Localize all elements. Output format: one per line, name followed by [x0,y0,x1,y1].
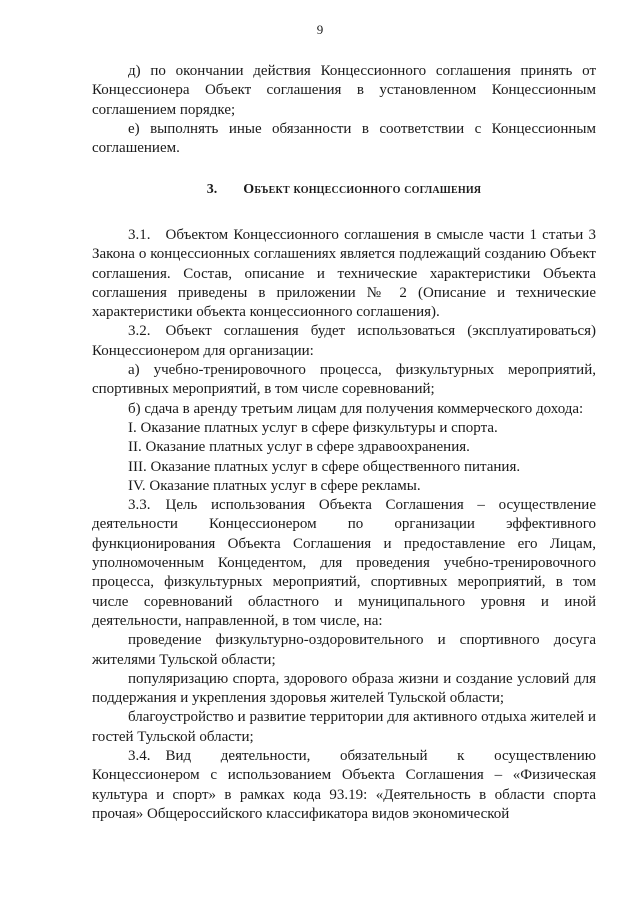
top-text-block [92,62,596,158]
paragraph-e: е) выполнять иные обязанности в соответствии с Концессионным соглашением. [92,120,596,157]
section-title: Объект концессионного соглашения [243,182,482,197]
paragraph-3-4: 3.4. Вид деятельности, обязательный к осуществлению Концессионером с использованием Объекта Соглашения – «Физическая культура и спорт» в рамках кода 93.19: «Деятельность в области спорта прочая» Общероссийского классификатора видов экономической [92,748,596,822]
list-item-a: а) учебно-тренировочного процесса, физкультурных мероприятий, спортивных мероприятий, в том числе соревнований; [92,362,596,398]
list-item-b: б) сдача в аренду третьим лицам для получения коммерческого дохода: [128,400,584,417]
section-number: 3. [206,182,218,197]
service-item-3: III. Оказание платных услуг в сфере общественного питания. [128,458,521,475]
paragraph-d: д) по окончании действия Концессионного соглашения принять от Концессионера Объект соглашения в установленном Концессионным соглашением порядке; [92,63,596,118]
service-item-2: II. Оказание платных услуг в сфере здравоохранения. [128,439,470,456]
goal-item-2: популяризацию спорта, здорового образа жизни и создание условий для поддержания и укрепления здоровья жителей Тульской области; [92,670,596,707]
paragraph-3-1: 3.1. Объектом Концессионного соглашения в смысле части 1 статьи 3 Закона о концессионных соглашениях является подлежащий созданию Объект соглашения. Состав, описание и технические характеристики Объекта соглашения приведены в приложении № 2 (Описание и технические характеристики объекта концессионного соглашения). [92,227,596,321]
section-body [92,226,596,824]
goal-item-3: благоустройство и развитие территории для активного отдыха жителей и гостей Тульской области; [92,709,596,745]
service-item-4: IV. Оказание платных услуг в сфере рекламы. [128,477,421,494]
paragraph-3-3: 3.3. Цель использования Объекта Соглашения – осуществление деятельности Концессионером по организации эффективного функционирования Объекта Соглашения и предоставление его Лицам, уполномоченным Концедентом, для проведения учебно-тренировочного процесса, физкультурных мероприятий, спортивных мероприятий, в том числе соревнований областного и муниципального уровня и иной деятельности, направленной, в том числе, на: [92,497,596,629]
paragraph-3-2: 3.2. Объект соглашения будет использоваться (эксплуатироваться) Концессионером для организации: [92,323,596,359]
service-item-1: I. Оказание платных услуг в сфере физкультуры и спорта. [128,419,498,436]
section-heading [92,181,596,199]
goal-item-1: проведение физкультурно-оздоровительного и спортивного досуга жителями Тульской области; [92,632,596,668]
page-number: 9 [316,22,324,37]
